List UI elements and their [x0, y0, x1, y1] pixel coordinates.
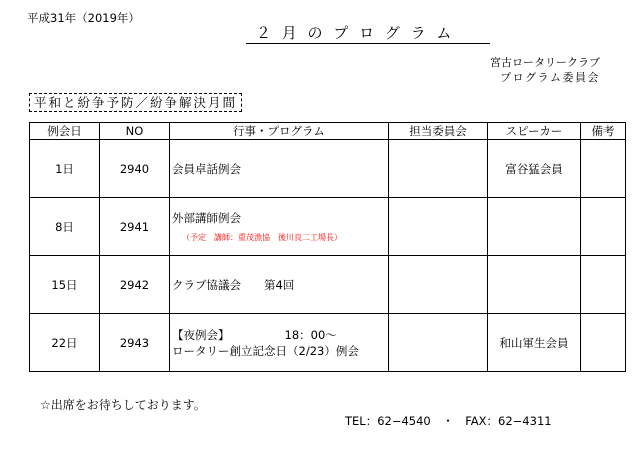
era-year: 平成31年（2019年）: [27, 11, 140, 25]
column-header-event: 行事・プログラム: [170, 123, 389, 140]
committee-cell: [389, 198, 488, 256]
speaker-cell: [488, 256, 581, 314]
event-tag: 【夜例会】: [172, 327, 230, 342]
month-theme: 平和と紛争予防／紛争解決月間: [29, 93, 242, 112]
event-title: ロータリー創立記念日（2/23）例会: [172, 343, 359, 358]
column-header-committee: 担当委員会: [389, 123, 488, 140]
table-row: [30, 256, 626, 314]
event-cell: [170, 314, 389, 372]
speaker-cell: 富谷猛会員: [488, 140, 581, 198]
speaker-cell: [488, 198, 581, 256]
table-header-row: [30, 123, 626, 140]
event-cell: [170, 256, 389, 314]
meeting-number: 2943: [100, 314, 170, 372]
event-cell: [170, 198, 389, 256]
committee-cell: [389, 256, 488, 314]
table-row: [30, 198, 626, 256]
column-header-date: 例会日: [30, 123, 100, 140]
event-time: 18：00～: [284, 327, 337, 342]
program-table: [29, 122, 626, 372]
remarks-cell: [581, 314, 626, 372]
committee-cell: [389, 140, 488, 198]
committee-name: プログラム委員会: [500, 71, 600, 84]
meeting-date: 8日: [30, 198, 100, 256]
page-title: ２ 月 の プ ロ グ ラ ム: [256, 24, 455, 42]
event-title: クラブ協議会 第4回: [172, 277, 295, 292]
speaker-cell: 和山軍生会員: [488, 314, 581, 372]
table-row: [30, 140, 626, 198]
meeting-number: 2941: [100, 198, 170, 256]
meeting-number: 2942: [100, 256, 170, 314]
title-underline: [246, 43, 490, 44]
event-title: 外部講師例会: [172, 211, 241, 225]
event-header: [172, 327, 388, 343]
remarks-cell: [581, 198, 626, 256]
contact-info: TEL：62−4540 ・ FAX：62−4311: [345, 414, 552, 428]
event-cell: [170, 140, 389, 198]
event-note: （予定 講師：重茂漁協 後川良二工場長）: [182, 233, 342, 242]
remarks-cell: [581, 140, 626, 198]
remarks-cell: [581, 256, 626, 314]
table-row: [30, 314, 626, 372]
event-title: 会員卓話例会: [172, 161, 241, 176]
organization-name: 宮古ロータリークラブ: [490, 56, 600, 69]
meeting-date: 15日: [30, 256, 100, 314]
committee-cell: [389, 314, 488, 372]
column-header-no: NO: [100, 123, 170, 140]
column-header-speaker: スピーカー: [488, 123, 581, 140]
attendance-note: ☆出席をお待ちしております。: [40, 398, 206, 412]
meeting-date: 22日: [30, 314, 100, 372]
meeting-number: 2940: [100, 140, 170, 198]
column-header-remarks: 備考: [581, 123, 626, 140]
meeting-date: 1日: [30, 140, 100, 198]
